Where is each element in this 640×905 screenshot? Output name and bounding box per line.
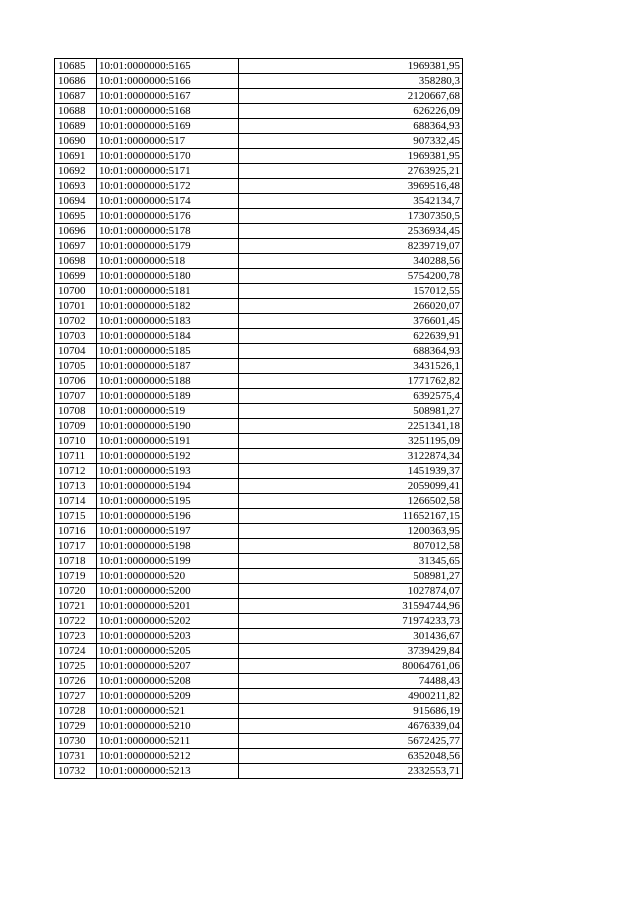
table-row	[55, 419, 463, 434]
value-cell: 266020,07	[239, 299, 463, 314]
row-number-cell: 10694	[55, 194, 97, 209]
value-cell: 301436,67	[239, 629, 463, 644]
table-row	[55, 509, 463, 524]
row-number-cell: 10690	[55, 134, 97, 149]
table-row	[55, 734, 463, 749]
table-row	[55, 284, 463, 299]
table-row	[55, 164, 463, 179]
table-row	[55, 224, 463, 239]
row-number-cell: 10689	[55, 119, 97, 134]
row-number-cell: 10692	[55, 164, 97, 179]
cadastral-number-cell: 10:01:0000000:5165	[97, 59, 239, 74]
row-number-cell: 10691	[55, 149, 97, 164]
row-number-cell: 10687	[55, 89, 97, 104]
cadastral-number-cell: 10:01:0000000:5179	[97, 239, 239, 254]
table-row	[55, 389, 463, 404]
table-row	[55, 764, 463, 779]
row-number-cell: 10727	[55, 689, 97, 704]
row-number-cell: 10703	[55, 329, 97, 344]
row-number-cell: 10722	[55, 614, 97, 629]
table-row	[55, 554, 463, 569]
table-row	[55, 464, 463, 479]
value-cell: 340288,56	[239, 254, 463, 269]
cadastral-number-cell: 10:01:0000000:5202	[97, 614, 239, 629]
cadastral-number-cell: 10:01:0000000:520	[97, 569, 239, 584]
row-number-cell: 10717	[55, 539, 97, 554]
value-cell: 622639,91	[239, 329, 463, 344]
row-number-cell: 10697	[55, 239, 97, 254]
value-cell: 3969516,48	[239, 179, 463, 194]
value-cell: 1200363,95	[239, 524, 463, 539]
cadastral-number-cell: 10:01:0000000:5168	[97, 104, 239, 119]
cadastral-number-cell: 10:01:0000000:5181	[97, 284, 239, 299]
row-number-cell: 10710	[55, 434, 97, 449]
cadastral-number-cell: 10:01:0000000:5190	[97, 419, 239, 434]
value-cell: 688364,93	[239, 119, 463, 134]
table-row	[55, 269, 463, 284]
cadastral-number-cell: 10:01:0000000:5205	[97, 644, 239, 659]
value-cell: 3739429,84	[239, 644, 463, 659]
cadastral-number-cell: 10:01:0000000:5211	[97, 734, 239, 749]
table-row	[55, 659, 463, 674]
table-row	[55, 59, 463, 74]
value-cell: 3542134,7	[239, 194, 463, 209]
value-cell: 807012,58	[239, 539, 463, 554]
cadastral-number-cell: 10:01:0000000:5198	[97, 539, 239, 554]
row-number-cell: 10685	[55, 59, 97, 74]
cadastral-number-cell: 10:01:0000000:5178	[97, 224, 239, 239]
value-cell: 6392575,4	[239, 389, 463, 404]
table-row	[55, 599, 463, 614]
value-cell: 508981,27	[239, 404, 463, 419]
table-row	[55, 584, 463, 599]
cadastral-number-cell: 10:01:0000000:5197	[97, 524, 239, 539]
table-row	[55, 329, 463, 344]
value-cell: 2059099,41	[239, 479, 463, 494]
cadastral-number-cell: 10:01:0000000:5196	[97, 509, 239, 524]
value-cell: 71974233,73	[239, 614, 463, 629]
table-row	[55, 644, 463, 659]
value-cell: 2332553,71	[239, 764, 463, 779]
cadastral-number-cell: 10:01:0000000:5169	[97, 119, 239, 134]
table-row	[55, 89, 463, 104]
value-cell: 11652167,15	[239, 509, 463, 524]
row-number-cell: 10705	[55, 359, 97, 374]
value-cell: 3122874,34	[239, 449, 463, 464]
row-number-cell: 10719	[55, 569, 97, 584]
row-number-cell: 10728	[55, 704, 97, 719]
table-row	[55, 614, 463, 629]
table-row	[55, 209, 463, 224]
table-row	[55, 629, 463, 644]
table-row	[55, 299, 463, 314]
cadastral-number-cell: 10:01:0000000:5192	[97, 449, 239, 464]
table-row	[55, 359, 463, 374]
table-row	[55, 74, 463, 89]
value-cell: 508981,27	[239, 569, 463, 584]
row-number-cell: 10707	[55, 389, 97, 404]
cadastral-number-cell: 10:01:0000000:5201	[97, 599, 239, 614]
value-cell: 17307350,5	[239, 209, 463, 224]
cadastral-number-cell: 10:01:0000000:5208	[97, 674, 239, 689]
cadastral-number-cell: 10:01:0000000:5210	[97, 719, 239, 734]
cadastral-number-cell: 10:01:0000000:5184	[97, 329, 239, 344]
table-row	[55, 704, 463, 719]
row-number-cell: 10724	[55, 644, 97, 659]
row-number-cell: 10695	[55, 209, 97, 224]
cadastral-number-cell: 10:01:0000000:5176	[97, 209, 239, 224]
row-number-cell: 10688	[55, 104, 97, 119]
cadastral-number-cell: 10:01:0000000:519	[97, 404, 239, 419]
row-number-cell: 10700	[55, 284, 97, 299]
value-cell: 626226,09	[239, 104, 463, 119]
value-cell: 915686,19	[239, 704, 463, 719]
value-cell: 5672425,77	[239, 734, 463, 749]
cadastral-number-cell: 10:01:0000000:5207	[97, 659, 239, 674]
row-number-cell: 10708	[55, 404, 97, 419]
cadastral-number-cell: 10:01:0000000:5171	[97, 164, 239, 179]
row-number-cell: 10712	[55, 464, 97, 479]
value-cell: 3251195,09	[239, 434, 463, 449]
cadastral-number-cell: 10:01:0000000:5191	[97, 434, 239, 449]
cadastral-number-cell: 10:01:0000000:5189	[97, 389, 239, 404]
value-cell: 31345,65	[239, 554, 463, 569]
value-cell: 80064761,06	[239, 659, 463, 674]
table-row	[55, 569, 463, 584]
row-number-cell: 10706	[55, 374, 97, 389]
cadastral-number-cell: 10:01:0000000:5166	[97, 74, 239, 89]
cadastral-number-cell: 10:01:0000000:5170	[97, 149, 239, 164]
table-row	[55, 689, 463, 704]
row-number-cell: 10704	[55, 344, 97, 359]
table-row	[55, 254, 463, 269]
row-number-cell: 10723	[55, 629, 97, 644]
table-row	[55, 404, 463, 419]
cadastral-number-cell: 10:01:0000000:5174	[97, 194, 239, 209]
table-row	[55, 524, 463, 539]
value-cell: 376601,45	[239, 314, 463, 329]
value-cell: 2251341,18	[239, 419, 463, 434]
row-number-cell: 10715	[55, 509, 97, 524]
row-number-cell: 10725	[55, 659, 97, 674]
row-number-cell: 10693	[55, 179, 97, 194]
table-row	[55, 479, 463, 494]
value-cell: 2536934,45	[239, 224, 463, 239]
table-body	[55, 59, 463, 779]
table-row	[55, 104, 463, 119]
row-number-cell: 10702	[55, 314, 97, 329]
row-number-cell: 10698	[55, 254, 97, 269]
table-row	[55, 449, 463, 464]
row-number-cell: 10716	[55, 524, 97, 539]
cadastral-number-cell: 10:01:0000000:5203	[97, 629, 239, 644]
row-number-cell: 10714	[55, 494, 97, 509]
value-cell: 1969381,95	[239, 149, 463, 164]
value-cell: 31594744,96	[239, 599, 463, 614]
value-cell: 157012,55	[239, 284, 463, 299]
row-number-cell: 10729	[55, 719, 97, 734]
table-row	[55, 434, 463, 449]
cadastral-number-cell: 10:01:0000000:517	[97, 134, 239, 149]
table-row	[55, 134, 463, 149]
cadastral-number-cell: 10:01:0000000:5185	[97, 344, 239, 359]
table-row	[55, 674, 463, 689]
cadastral-number-cell: 10:01:0000000:5187	[97, 359, 239, 374]
row-number-cell: 10732	[55, 764, 97, 779]
cadastral-number-cell: 10:01:0000000:5212	[97, 749, 239, 764]
value-cell: 2763925,21	[239, 164, 463, 179]
value-cell: 688364,93	[239, 344, 463, 359]
row-number-cell: 10699	[55, 269, 97, 284]
row-number-cell: 10711	[55, 449, 97, 464]
cadastral-number-cell: 10:01:0000000:5194	[97, 479, 239, 494]
table-row	[55, 539, 463, 554]
cadastral-number-cell: 10:01:0000000:5188	[97, 374, 239, 389]
cadastral-number-cell: 10:01:0000000:5199	[97, 554, 239, 569]
value-cell: 8239719,07	[239, 239, 463, 254]
table-row	[55, 719, 463, 734]
value-cell: 1027874,07	[239, 584, 463, 599]
value-cell: 1451939,37	[239, 464, 463, 479]
value-cell: 6352048,56	[239, 749, 463, 764]
row-number-cell: 10721	[55, 599, 97, 614]
cadastral-number-cell: 10:01:0000000:5172	[97, 179, 239, 194]
table-row	[55, 314, 463, 329]
value-cell: 4676339,04	[239, 719, 463, 734]
value-cell: 358280,3	[239, 74, 463, 89]
table-row	[55, 119, 463, 134]
value-cell: 4900211,82	[239, 689, 463, 704]
value-cell: 3431526,1	[239, 359, 463, 374]
cadastral-number-cell: 10:01:0000000:5183	[97, 314, 239, 329]
cadastral-number-cell: 10:01:0000000:5182	[97, 299, 239, 314]
row-number-cell: 10701	[55, 299, 97, 314]
table-row	[55, 749, 463, 764]
cadastral-number-cell: 10:01:0000000:5213	[97, 764, 239, 779]
value-cell: 5754200,78	[239, 269, 463, 284]
cadastral-number-cell: 10:01:0000000:5200	[97, 584, 239, 599]
value-cell: 907332,45	[239, 134, 463, 149]
cadastral-number-cell: 10:01:0000000:518	[97, 254, 239, 269]
row-number-cell: 10726	[55, 674, 97, 689]
row-number-cell: 10713	[55, 479, 97, 494]
table-row	[55, 239, 463, 254]
row-number-cell: 10718	[55, 554, 97, 569]
value-cell: 1969381,95	[239, 59, 463, 74]
table-row	[55, 374, 463, 389]
row-number-cell: 10696	[55, 224, 97, 239]
data-table	[54, 58, 463, 779]
table-row	[55, 149, 463, 164]
value-cell: 2120667,68	[239, 89, 463, 104]
value-cell: 74488,43	[239, 674, 463, 689]
cadastral-number-cell: 10:01:0000000:5209	[97, 689, 239, 704]
cadastral-number-cell: 10:01:0000000:5180	[97, 269, 239, 284]
table-row	[55, 494, 463, 509]
row-number-cell: 10709	[55, 419, 97, 434]
cadastral-number-cell: 10:01:0000000:5167	[97, 89, 239, 104]
value-cell: 1771762,82	[239, 374, 463, 389]
table-row	[55, 194, 463, 209]
cadastral-number-cell: 10:01:0000000:5193	[97, 464, 239, 479]
value-cell: 1266502,58	[239, 494, 463, 509]
cadastral-number-cell: 10:01:0000000:521	[97, 704, 239, 719]
row-number-cell: 10686	[55, 74, 97, 89]
row-number-cell: 10730	[55, 734, 97, 749]
cadastral-number-cell: 10:01:0000000:5195	[97, 494, 239, 509]
row-number-cell: 10731	[55, 749, 97, 764]
table-row	[55, 179, 463, 194]
row-number-cell: 10720	[55, 584, 97, 599]
table-row	[55, 344, 463, 359]
